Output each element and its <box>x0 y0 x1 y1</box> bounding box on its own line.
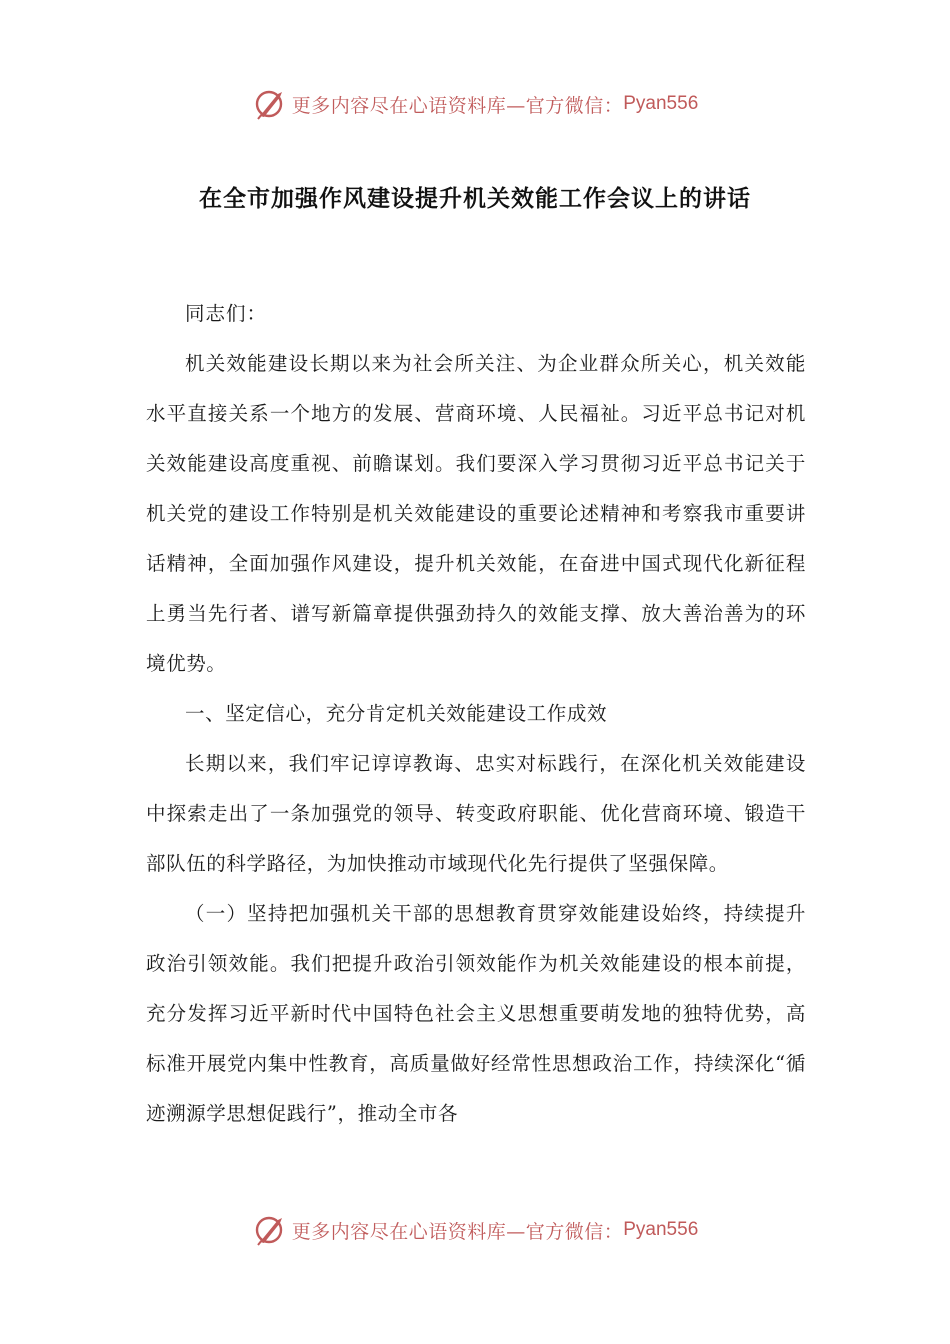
paragraph: 机关效能建设长期以来为社会所关注、为企业群众所关心，机关效能水平直接关系一个地方的发展、营商环境、人民福祉。习近平总书记对机关效能建设高度重视、前瞻谋划。我们要深入学习贯彻习近平总书记关于机关党的建设工作特别是机关效能建设的重要论述精神和考察我市重要讲话精神，全面加强作风建设，提升机关效能，在奋进中国式现代化新征程上勇当先行者、谱写新篇章提供强劲持久的效能支撑、放大善治善为的环境优势。 <box>146 352 806 675</box>
salutation: 同志们： <box>185 302 268 325</box>
banner-text: 更多内容尽在心语资料库—官方微信： <box>291 94 624 117</box>
quill-logo-icon <box>252 86 288 122</box>
banner-wechat-id: Pyan556 <box>623 93 699 114</box>
quill-logo-icon <box>252 1212 288 1248</box>
document-title: 在全市加强作风建设提升机关效能工作会议上的讲话 <box>199 186 751 212</box>
paragraph: （一）坚持把加强机关干部的思想教育贯穿效能建设始终，持续提升政治引领效能。我们把提升政治引领效能作为机关效能建设的根本前提，充分发挥习近平新时代中国特色社会主义思想重要萌发地的独特优势，高标准开展党内集中性教育，高质量做好经常性思想政治工作，持续深化“循迹溯源学思想促践行”，推动全市各 <box>146 902 806 1125</box>
header-watermark-banner <box>0 84 950 124</box>
paragraph: 长期以来，我们牢记谆谆教诲、忠实对标践行，在深化机关效能建设中探索走出了一条加强党的领导、转变政府职能、优化营商环境、锻造干部队伍的科学路径，为加快推动市域现代化先行提供了坚强保障。 <box>146 752 806 875</box>
section-heading: 一、坚定信心，充分肯定机关效能建设工作成效 <box>185 702 608 725</box>
footer-watermark-banner <box>0 1210 950 1250</box>
banner-wechat-id: Pyan556 <box>623 1219 699 1240</box>
document-body <box>146 289 806 1139</box>
banner-text: 更多内容尽在心语资料库—官方微信： <box>291 1220 624 1243</box>
